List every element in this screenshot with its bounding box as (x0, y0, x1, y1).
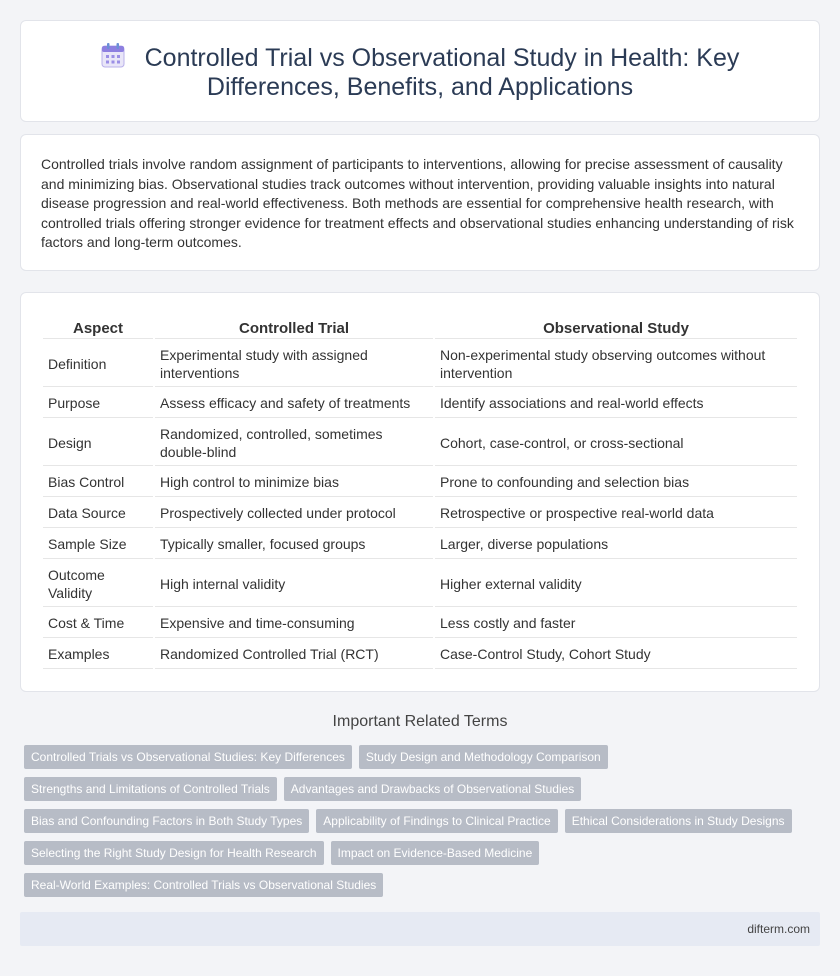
cell-observational-study: Retrospective or prospective real-world data (435, 499, 797, 528)
cell-observational-study: Non-experimental study observing outcomes without intervention (435, 341, 797, 387)
related-term-tag[interactable]: Applicability of Findings to Clinical Practice (316, 809, 557, 833)
calendar-icon (101, 43, 125, 69)
cell-aspect: Data Source (43, 499, 153, 528)
table-row (43, 530, 797, 559)
cell-observational-study: Prone to confounding and selection bias (435, 468, 797, 497)
cell-controlled-trial: Randomized, controlled, sometimes double-blind (155, 420, 433, 466)
cell-controlled-trial: Assess efficacy and safety of treatments (155, 389, 433, 418)
related-term-tag[interactable]: Study Design and Methodology Comparison (359, 745, 608, 769)
header-aspect: Aspect (43, 315, 153, 339)
cell-observational-study: Less costly and faster (435, 609, 797, 638)
related-term-tag[interactable]: Ethical Considerations in Study Designs (565, 809, 792, 833)
cell-aspect: Outcome Validity (43, 561, 153, 607)
footer (20, 912, 820, 946)
comparison-table (41, 313, 799, 671)
footer-site-link[interactable]: difterm.com (747, 922, 810, 936)
cell-observational-study: Identify associations and real-world effects (435, 389, 797, 418)
table-row (43, 640, 797, 669)
cell-observational-study: Higher external validity (435, 561, 797, 607)
header (21, 43, 819, 102)
cell-controlled-trial: Randomized Controlled Trial (RCT) (155, 640, 433, 669)
cell-aspect: Sample Size (43, 530, 153, 559)
cell-controlled-trial: High control to minimize bias (155, 468, 433, 497)
cell-observational-study: Larger, diverse populations (435, 530, 797, 559)
cell-controlled-trial: Typically smaller, focused groups (155, 530, 433, 559)
cell-controlled-trial: Expensive and time-consuming (155, 609, 433, 638)
cell-aspect: Purpose (43, 389, 153, 418)
related-term-tag[interactable]: Bias and Confounding Factors in Both Study Types (24, 809, 309, 833)
cell-controlled-trial: Prospectively collected under protocol (155, 499, 433, 528)
page-title-text: Controlled Trial vs Observational Study in Health: Key Differences, Benefits, and Applications (144, 44, 740, 101)
related-terms-title: Important Related Terms (332, 713, 508, 730)
table-row (43, 499, 797, 528)
cell-aspect: Examples (43, 640, 153, 669)
related-term-tag[interactable]: Strengths and Limitations of Controlled Trials (24, 777, 277, 801)
related-term-tag[interactable]: Selecting the Right Study Design for Health Research (24, 841, 324, 865)
table-row (43, 389, 797, 418)
cell-controlled-trial: High internal validity (155, 561, 433, 607)
page-title (21, 43, 819, 102)
table-header-row (43, 315, 797, 339)
comparison-card (20, 292, 820, 692)
related-term-tag[interactable]: Real-World Examples: Controlled Trials vs Observational Studies (24, 873, 383, 897)
cell-aspect: Design (43, 420, 153, 466)
header-card (20, 20, 820, 122)
cell-aspect: Cost & Time (43, 609, 153, 638)
table-row (43, 609, 797, 638)
related-term-tag[interactable]: Impact on Evidence-Based Medicine (331, 841, 540, 865)
cell-observational-study: Case-Control Study, Cohort Study (435, 640, 797, 669)
related-terms-list (24, 745, 804, 905)
cell-aspect: Bias Control (43, 468, 153, 497)
cell-observational-study: Cohort, case-control, or cross-sectional (435, 420, 797, 466)
intro-card (20, 134, 820, 271)
table-row (43, 561, 797, 607)
intro-paragraph: Controlled trials involve random assignment of participants to interventions, allowing for precise assessment of causality and minimizing bias. Observational studies track outcomes without intervention, providing valuable insights into natural disease progression and real-world effectiveness. Both methods are essential for comprehensive health research, with controlled trials offering stronger evidence for treatment effects and observational studies enhancing understanding of risk factors and long-term outcomes. (41, 156, 794, 251)
table-row (43, 341, 797, 387)
header-controlled-trial: Controlled Trial (155, 315, 433, 339)
cell-controlled-trial: Experimental study with assigned interventions (155, 341, 433, 387)
related-term-tag[interactable]: Advantages and Drawbacks of Observational Studies (284, 777, 582, 801)
table-row (43, 468, 797, 497)
related-term-tag[interactable]: Controlled Trials vs Observational Studies: Key Differences (24, 745, 352, 769)
header-observational-study: Observational Study (435, 315, 797, 339)
cell-aspect: Definition (43, 341, 153, 387)
table-row (43, 420, 797, 466)
